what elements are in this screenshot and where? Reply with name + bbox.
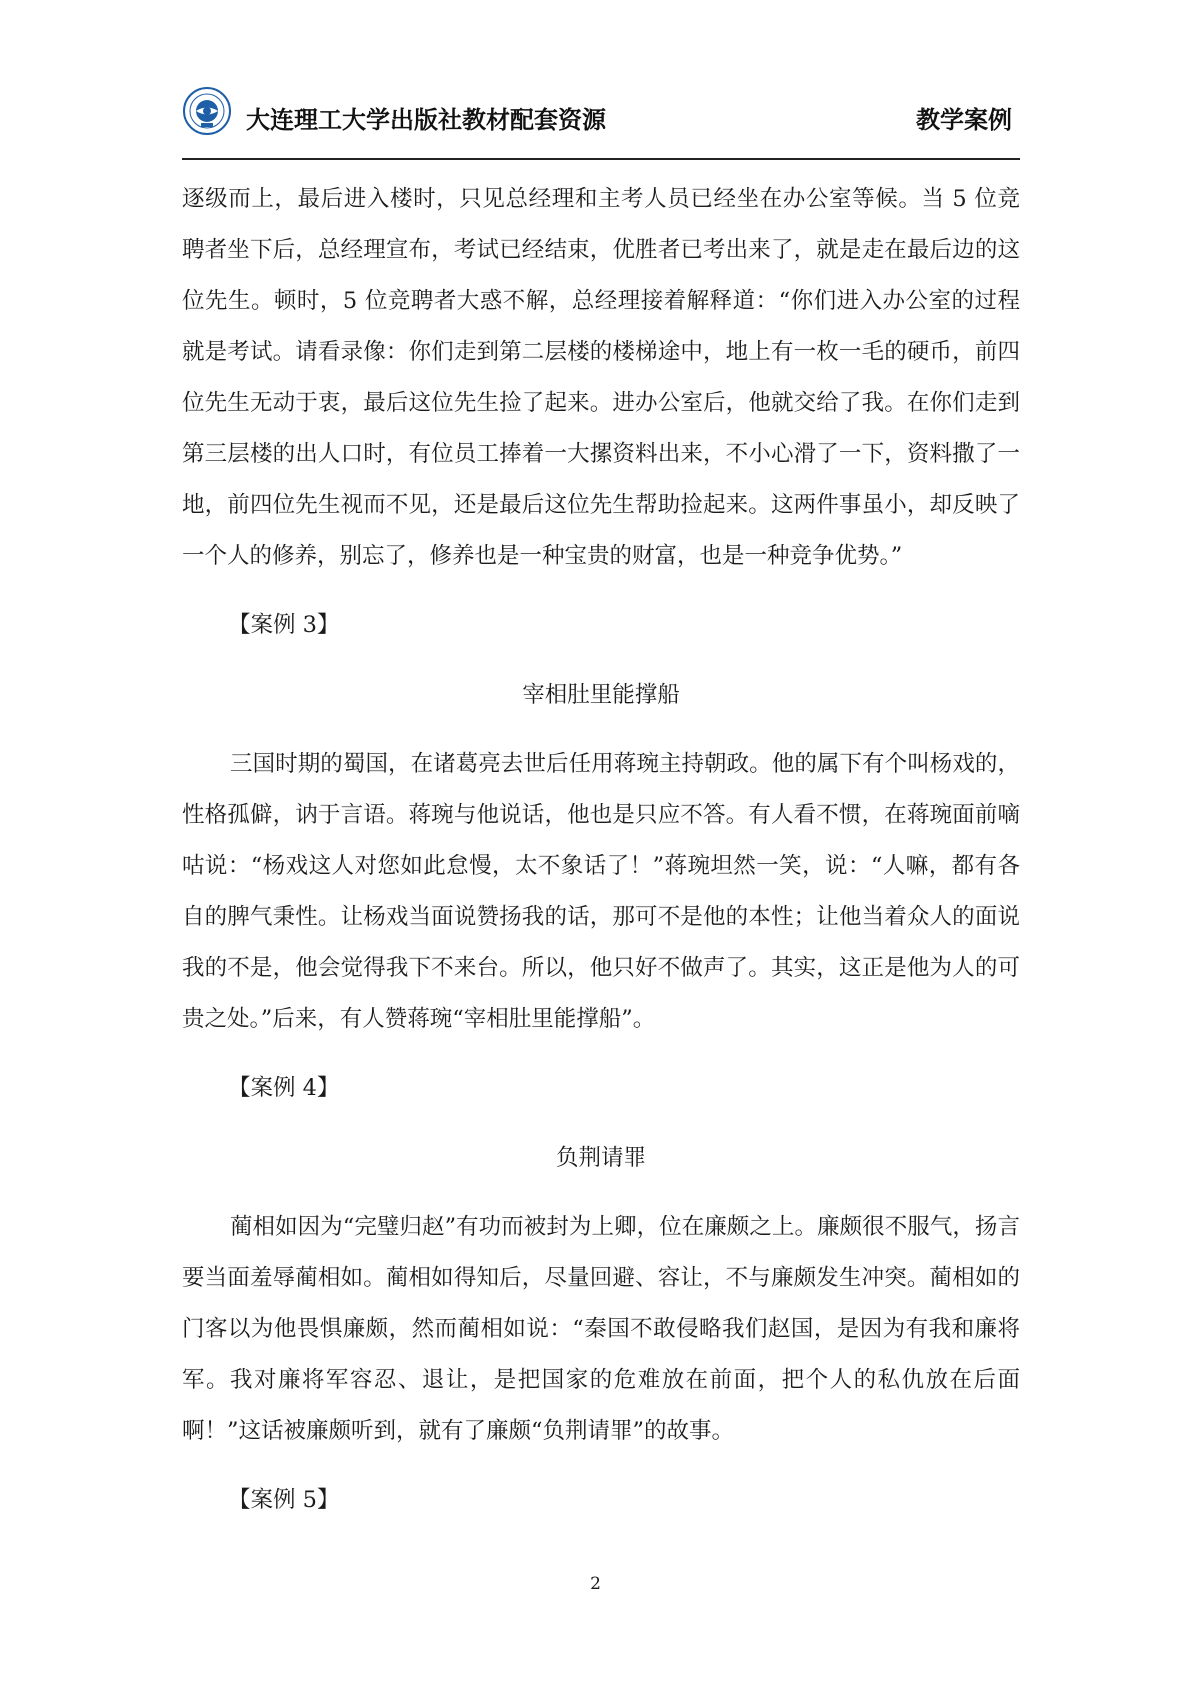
university-seal-icon [182,86,232,136]
publisher-name: 大连理工大学出版社教材配套资源 [246,106,606,134]
case4-label: 【案例 4】 [228,1075,340,1101]
case3-paragraph: 三国时期的蜀国，在诸葛亮去世后任用蒋琬主持朝政。他的属下有个叫杨戏的，性格孤僻，讷于言语。蒋琬与他说话，他也是只应不答。有人看不惯，在蒋琬面前嘀咕说：“杨戏这人对您如此怠慢，太不象话了！”蒋琬坦然一笑，说：“人嘛，都有各自的脾气秉性。让杨戏当面说赞扬我的话，那可不是他的本性；让他当着众人的面说我的不是，他会觉得我下不来台。所以，他只好不做声了。其实，这正是他为人的可贵之处。”后来，有人赞蒋琬“宰相肚里能撑船”。 [182,751,1020,1032]
case3-title: 宰相肚里能撑船 [522,682,680,708]
case5-label: 【案例 5】 [228,1487,340,1513]
header-divider [182,158,1020,160]
document-body [182,174,1020,1545]
case4-title: 负荆请罪 [555,1145,646,1171]
case3-label: 【案例 3】 [228,612,340,638]
case4-paragraph: 蔺相如因为“完璧归赵”有功而被封为上卿，位在廉颇之上。廉颇很不服气，扬言要当面羞辱蔺相如。蔺相如得知后，尽量回避、容让，不与廉颇发生冲突。蔺相如的门客以为他畏惧廉颇，然而蔺相如说：“秦国不敢侵略我们赵国，是因为有我和廉将军。我对廉将军容忍、退让，是把国家的危难放在前面，把个人的私仇放在后面啊！”这话被廉颇听到，就有了廉颇“负荆请罪”的故事。 [182,1214,1020,1444]
intro-paragraph: 逐级而上，最后进入楼时，只见总经理和主考人员已经坐在办公室等候。当 5 位竞聘者坐下后，总经理宣布，考试已经结束，优胜者已考出来了，就是走在最后边的这位先生。顿时，5 位竞聘者大惑不解，总经理接着解释道：“你们进入办公室的过程就是考试。请看录像：你们走到第二层楼的楼梯途中，地上有一枚一毛的硬币，前四位先生无动于衷，最后这位先生捡了起来。进办公室后，他就交给了我。在你们走到第三层楼的出人口时，有位员工捧着一大摞资料出来，不小心滑了一下，资料撒了一地，前四位先生视而不见，还是最后这位先生帮助捡起来。这两件事虽小，却反映了一个人的修养，别忘了，修养也是一种宝贵的财富，也是一种竞争优势。” [182,186,1020,569]
page-number: 2 [590,1574,601,1594]
page-header [182,86,1020,156]
document-category: 教学案例 [916,106,1012,134]
